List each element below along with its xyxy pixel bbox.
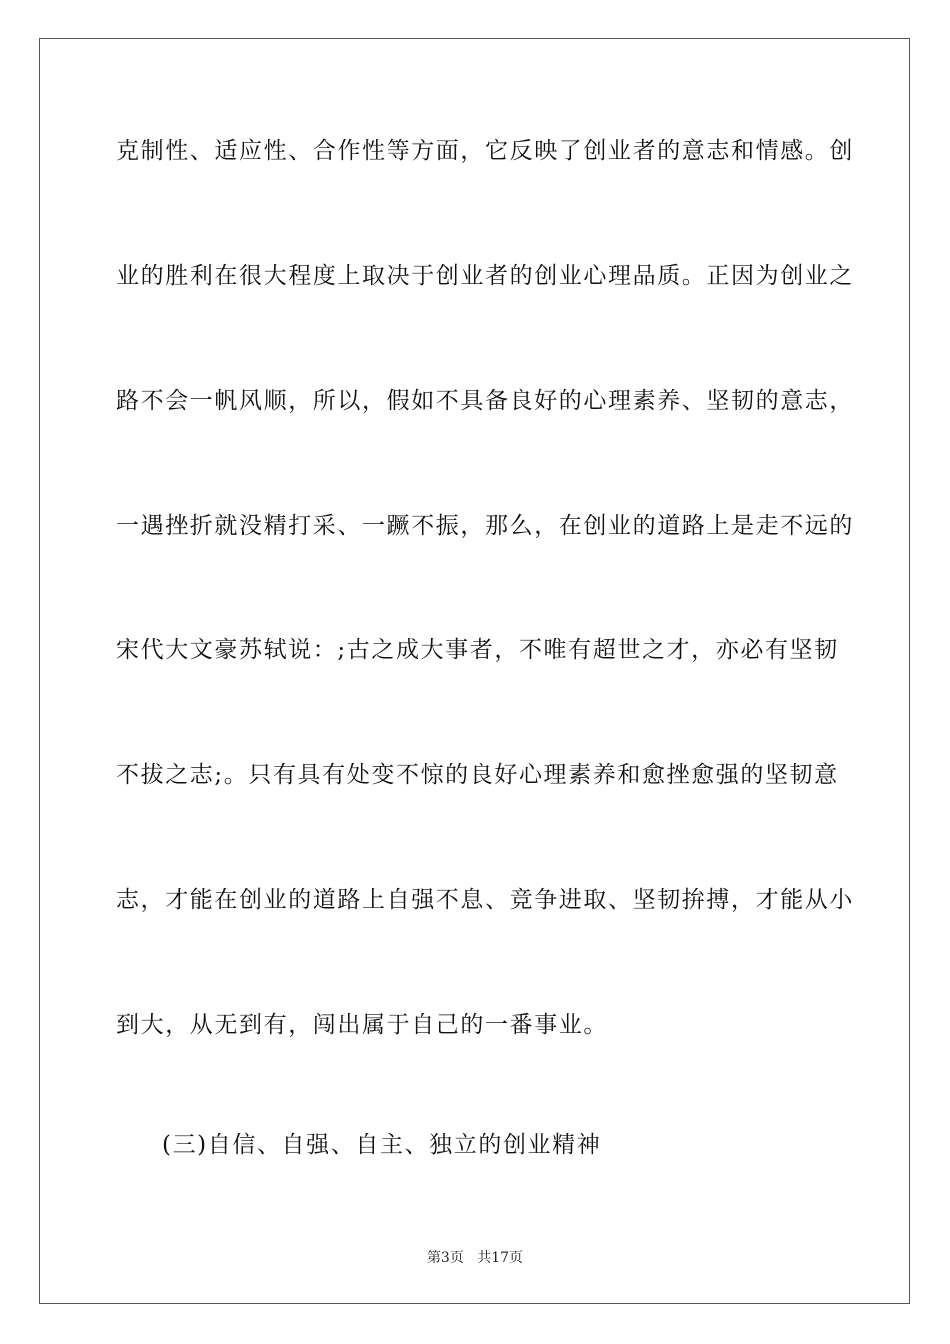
body-line-8: 到大，从无到有，闯出属于自己的一番事业。 — [116, 1012, 608, 1038]
page-footer — [0, 1249, 950, 1267]
body-line-6: 不拔之志;。只有具有处变不惊的良好心理素养和愈挫愈强的坚韧意 — [116, 762, 839, 788]
page-number: 第3页 — [426, 1250, 464, 1266]
body-line-2: 业的胜利在很大程度上取决于创业者的创业心理品质。正因为创业之 — [116, 263, 854, 289]
section-heading: (三)自信、自强、自主、独立的创业精神 — [162, 1132, 602, 1158]
page-total: 共17页 — [477, 1250, 524, 1266]
body-line-1: 克制性、适应性、合作性等方面，它反映了创业者的意志和情感。创 — [116, 138, 854, 164]
body-line-4: 一遇挫折就没精打采、一蹶不振，那么，在创业的道路上是走不远的 — [116, 513, 854, 539]
body-line-7: 志，才能在创业的道路上自强不息、竞争进取、坚韧拚搏，才能从小 — [116, 887, 854, 913]
page-frame — [39, 38, 910, 1304]
body-line-3: 路不会一帆风顺，所以，假如不具备良好的心理素养、坚韧的意志， — [116, 388, 854, 414]
body-line-5: 宋代大文豪苏轼说：;古之成大事者，不唯有超世之才，亦必有坚韧 — [116, 637, 839, 663]
